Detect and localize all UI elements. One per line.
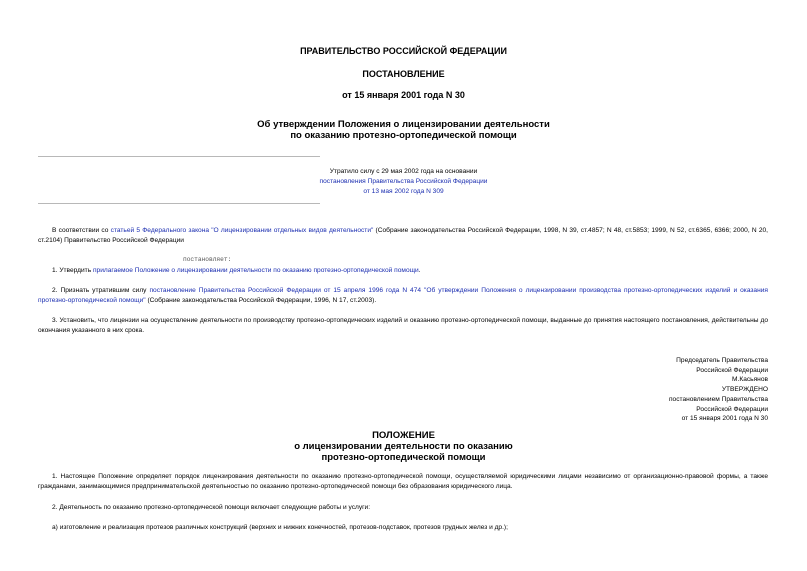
regulation-paragraph-1	[38, 472, 768, 492]
document-title-line1: Об утверждении Положения о лицензировании деятельности	[257, 119, 550, 130]
annul-note-link-date[interactable]: от 13 мая 2002 года N 309	[363, 188, 444, 195]
item-2-paragraph	[38, 286, 768, 306]
regulation-subheading-line1: о лицензировании деятельности по оказанию	[294, 441, 513, 452]
item-3-text: 3. Установить, что лицензии на осуществление деятельности по производству протезно-ортопедических изделий и оказанию протезно-ортопедической помощи, выданные до принятия настоящего постановления, действительны до окончания указанного в них срока.	[38, 317, 768, 334]
annul-note-text: Утратило силу с 29 мая 2002 года на основании	[329, 168, 478, 175]
signature-line1: Председатель Правительства	[676, 357, 768, 364]
annul-note-link[interactable]: постановления Правительства Российской Федерации	[319, 178, 488, 185]
document-date-number: от 15 января 2001 года N 30	[342, 90, 465, 100]
document-title-line2: по оказанию протезно-ортопедической помощи	[290, 130, 517, 141]
regulation-heading: ПОЛОЖЕНИЕ	[372, 430, 435, 441]
item-1-prefix: 1. Утвердить	[52, 267, 93, 274]
resolves-word: постановляет:	[183, 256, 232, 263]
item-2-suffix: (Собрание законодательства Российской Федерации, 1996, N 17, ст.2003).	[145, 296, 377, 304]
preamble-suffix: (Собрание законодательства Российской Федерации, 1998, N 39, ст.4857; N 48, ст.5853; 1999, N 52, ст.6365, 6366; 2000, N 20, ст.2104) Правительство Российской Федерации	[38, 227, 768, 244]
signature-block	[520, 356, 768, 424]
preamble-paragraph	[38, 226, 768, 246]
law-article-link[interactable]: статьей 5 Федерального закона "О лицензировании отдельных видов деятельности"	[110, 227, 374, 234]
approved-line2: постановлением Правительства	[668, 395, 768, 403]
signature-line3: М.Касьянов	[732, 376, 768, 384]
document-type: ПОСТАНОВЛЕНИЕ	[362, 69, 445, 79]
regulation-link[interactable]: прилагаемое Положение о лицензировании деятельности по оказанию протезно-ортопедической помощи	[92, 267, 419, 274]
item-3-paragraph	[38, 316, 768, 336]
annul-note-link-line2[interactable]	[0, 187, 807, 197]
regulation-paragraph-2	[38, 503, 768, 513]
regulation-p1-text: 1. Настоящее Положение определяет порядок лицензирования деятельности по оказанию протезно-ортопедической помощи, осуществляемой юридическими лицами независимо от организационно-правовой формы, а также гражданами, занимающимися предпринимательской деятельностью по оказанию протезно-ортопедической помощи без образования юридического лица.	[38, 473, 768, 490]
regulation-p3-text: а) изготовление и реализация протезов различных конструкций (верхних и нижних конечностей, протезов-подставок, протезов грудных желез и др.);	[52, 524, 508, 531]
annul-note-link-line1[interactable]	[0, 177, 807, 187]
regulation-p2-text: 2. Деятельность по оказанию протезно-ортопедической помощи включает следующие работы и услуги:	[52, 504, 371, 511]
preamble-prefix: В соответствии со	[52, 227, 111, 234]
government-heading: ПРАВИТЕЛЬСТВО РОССИЙСКОЙ ФЕДЕРАЦИИ	[300, 46, 507, 56]
signature-line2: Российской Федерации	[696, 366, 768, 374]
approved-line1: УТВЕРЖДЕНО	[721, 386, 768, 394]
regulation-subheading-line2: протезно-ортопедической помощи	[321, 452, 486, 463]
divider-top	[38, 156, 320, 157]
item-2-prefix: 2. Признать утратившим силу	[52, 287, 150, 294]
divider-bottom	[38, 203, 320, 204]
resolution-474-link[interactable]: постановление Правительства Российской Федерации от 15 апреля 1996 года N 474 "Об утверждении Положения о лицензировании производства протезно-ортопедических изделий и оказания протезно-ортопедической помощи"	[38, 287, 768, 304]
item-1-suffix: .	[418, 267, 421, 274]
regulation-paragraph-3	[38, 523, 768, 533]
item-1-paragraph	[38, 266, 768, 276]
approved-line4: от 15 января 2001 года N 30	[681, 415, 768, 423]
approved-line3: Российской Федерации	[696, 405, 768, 413]
